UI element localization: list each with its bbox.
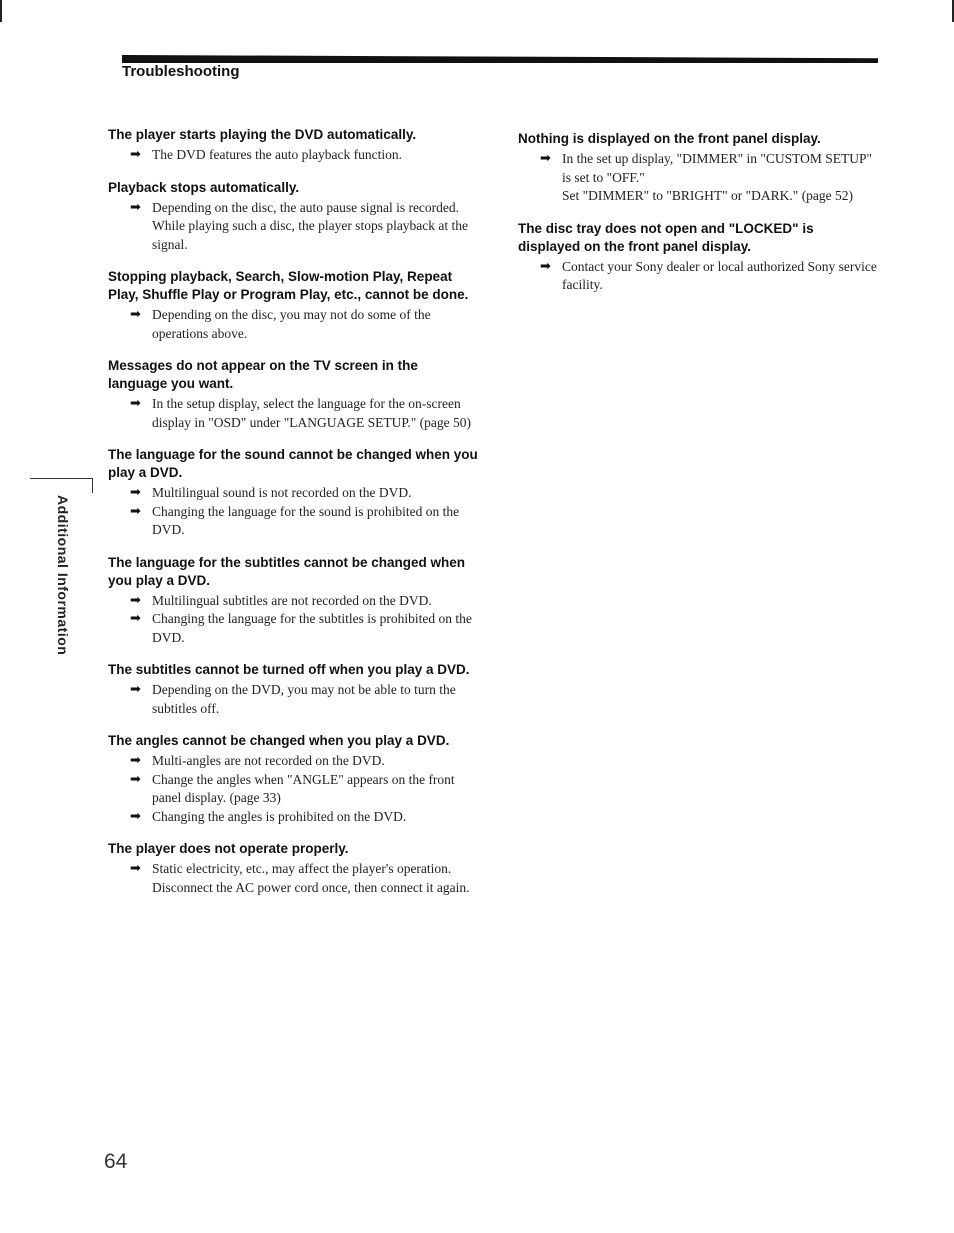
arrow-right-icon: ➡ <box>540 151 551 166</box>
troubleshoot-entry <box>108 840 478 897</box>
arrow-right-icon: ➡ <box>130 147 141 162</box>
arrow-right-icon: ➡ <box>130 808 141 824</box>
remedy-item: ➡ Multi-angles are not recorded on the DVD. <box>108 752 478 771</box>
troubleshoot-entry <box>108 357 478 432</box>
remedy-item: ➡ Depending on the disc, the auto pause signal is recorded. While playing such a disc, the player stops playback at the signal. <box>130 199 469 252</box>
left-column <box>108 126 478 911</box>
arrow-right-icon: ➡ <box>130 503 141 519</box>
troubleshoot-entry <box>108 179 478 255</box>
remedy-item: ➡ Depending on the disc, you may not do some of the operations above. <box>130 307 431 341</box>
remedy-item: ➡ Changing the language for the sound is prohibited on the DVD. <box>130 503 460 537</box>
remedy-item: ➡ Depending on the DVD, you may not be able to turn the subtitles off. <box>130 682 456 716</box>
entry-heading: The angles cannot be changed when you play a DVD. <box>108 733 450 748</box>
arrow-right-icon: ➡ <box>130 396 141 411</box>
arrow-right-icon: ➡ <box>130 771 141 787</box>
remedy-item: ➡ Contact your Sony dealer or local authorized Sony service facility. <box>540 258 877 292</box>
entry-heading: The disc tray does not open and "LOCKED" is displayed on the front panel display. <box>518 220 814 254</box>
troubleshoot-entry <box>108 268 478 343</box>
troubleshoot-entry <box>108 661 478 718</box>
entry-heading: Stopping playback, Search, Slow-motion Play, Repeat Play, Shuffle Play or Program Play, etc., cannot be done. <box>108 269 469 302</box>
entry-heading: Nothing is displayed on the front panel display. <box>518 131 821 146</box>
troubleshoot-entry <box>518 220 878 295</box>
remedy-item: ➡ Static electricity, etc., may affect the player's operation. Disconnect the AC power cord once, then connect it again. <box>130 861 470 895</box>
crop-mark-left <box>0 0 2 22</box>
side-tab-label: Additional Information <box>55 495 71 656</box>
remedy-item: ➡ In the set up display, "DIMMER" in "CUSTOM SETUP" is set to "OFF." Set "DIMMER" to "BRIGHT" or "DARK." (page 52) <box>540 151 873 203</box>
arrow-right-icon: ➡ <box>130 611 141 626</box>
page-number: 64 <box>104 1150 128 1173</box>
arrow-right-icon: ➡ <box>130 485 141 500</box>
troubleshoot-entry <box>518 130 878 206</box>
arrow-right-icon: ➡ <box>540 258 551 274</box>
arrow-right-icon: ➡ <box>130 307 141 322</box>
remedy-item: ➡ In the setup display, select the language for the on-screen display in "OSD" under "LANGUAGE SETUP." (page 50) <box>130 396 472 430</box>
arrow-right-icon: ➡ <box>130 682 141 697</box>
entry-heading: The player does not operate properly. <box>108 841 349 856</box>
entry-heading: The language for the subtitles cannot be changed when you play a DVD. <box>108 554 466 588</box>
remedy-item: ➡ Change the angles when "ANGLE" appears on the front panel display. (page 33) <box>130 771 455 805</box>
entry-heading: Messages do not appear on the TV screen in the language you want. <box>108 358 418 391</box>
arrow-right-icon: ➡ <box>130 753 141 768</box>
entry-heading: The language for the sound cannot be changed when you play a DVD. <box>108 447 478 480</box>
arrow-right-icon: ➡ <box>130 592 141 608</box>
section-title: Troubleshooting <box>122 63 240 80</box>
remedy-item: ➡ Changing the angles is prohibited on the DVD. <box>108 808 478 827</box>
header-rule <box>122 55 878 63</box>
entry-heading: The player starts playing the DVD automatically. <box>108 127 417 142</box>
remedy-item: ➡ The DVD features the auto playback function. <box>108 146 478 165</box>
remedy-item: ➡ Multilingual subtitles are not recorded on the DVD. <box>108 592 478 611</box>
entry-heading: The subtitles cannot be turned off when you play a DVD. <box>108 662 470 677</box>
troubleshoot-entry <box>108 446 478 540</box>
remedy-item: ➡ Changing the language for the subtitles is prohibited on the DVD. <box>130 611 472 645</box>
side-tab-marker <box>30 478 93 493</box>
arrow-right-icon: ➡ <box>130 861 141 876</box>
arrow-right-icon: ➡ <box>130 199 141 215</box>
right-column <box>518 130 878 309</box>
remedy-item: ➡ Multilingual sound is not recorded on the DVD. <box>108 484 478 503</box>
troubleshoot-entry <box>108 126 478 165</box>
troubleshoot-entry <box>108 554 478 648</box>
entry-heading: Playback stops automatically. <box>108 179 300 195</box>
troubleshoot-entry <box>108 732 478 826</box>
